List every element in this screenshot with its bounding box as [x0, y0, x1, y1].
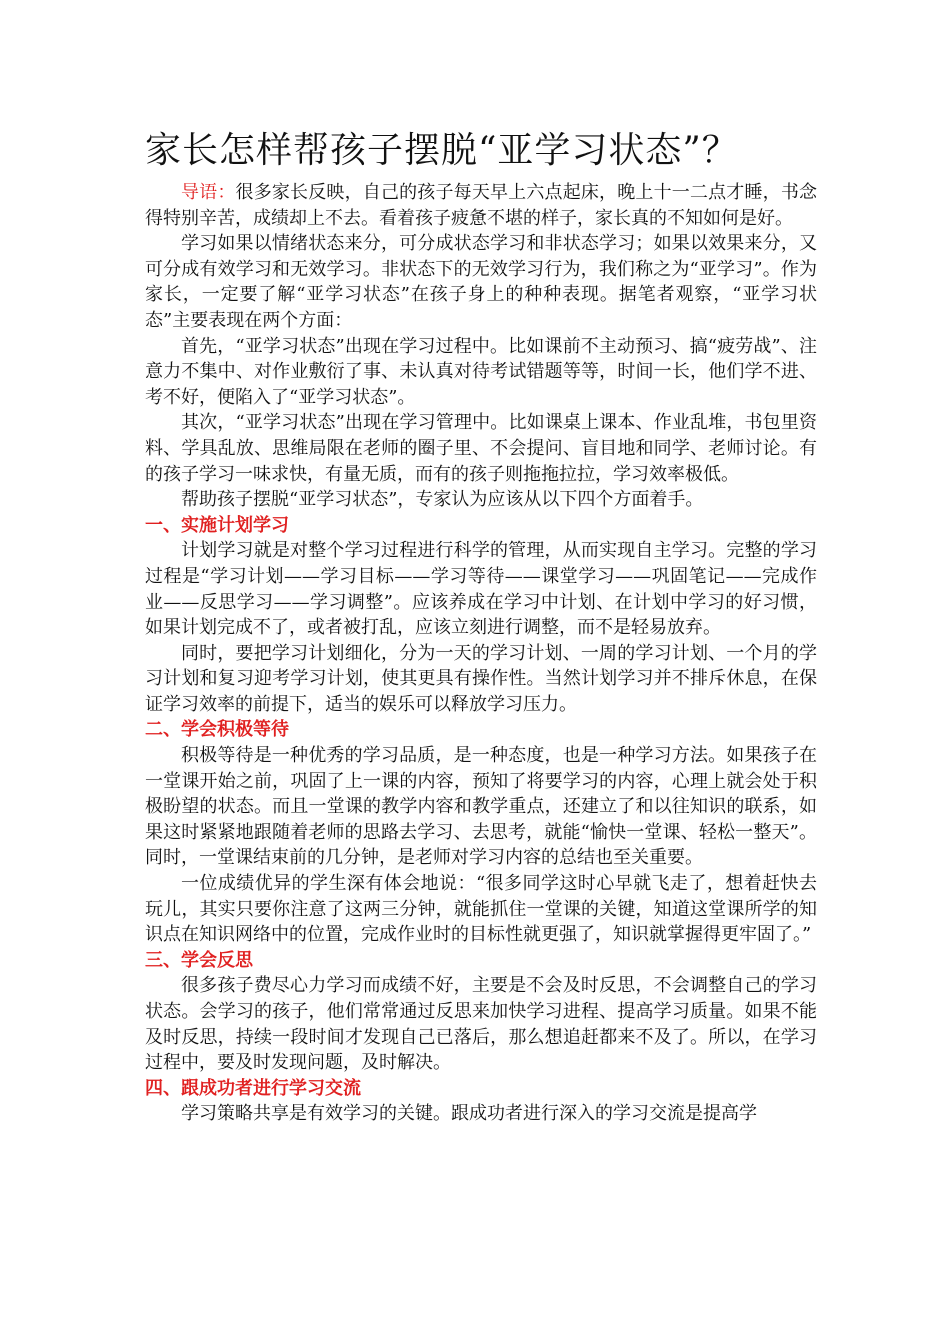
- document-title: 家长怎样帮孩子摆脱“亚学习状态”？: [145, 130, 739, 171]
- intro-paragraph: 首先，“亚学习状态”出现在学习过程中。比如课前不主动预习、搞“疲劳战”、注意力不集中、对作业敷衍了事、未认真对待考试错题等等，时间一长，他们学不进、考不好，便陷入了“亚学习状态”。: [145, 335, 817, 408]
- intro-paragraph: 学习如果以情绪状态来分，可分成状态学习和非状态学习；如果以效果来分，又可分成有效学习和无效学习。非状态下的无效学习行为，我们称之为“亚学习”。作为家长，一定要了解“亚学习状态”在孩子身上的种种表现。据笔者观察，“亚学习状态”主要表现在两个方面：: [145, 233, 817, 331]
- section-4-paragraph: 学习策略共享是有效学习的关键。跟成功者进行深入的学习交流是提高学: [181, 1103, 757, 1125]
- document-page: [145, 128, 817, 1127]
- intro-paragraph: 帮助孩子摆脱“亚学习状态”，专家认为应该从以下四个方面着手。: [181, 489, 704, 511]
- section-2-paragraph: 积极等待是一种优秀的学习品质，是一种态度，也是一种学习方法。如果孩子在一堂课开始之前，巩固了上一课的内容，预知了将要学习的内容，心理上就会处于积极盼望的状态。而且一堂课的教学内容和教学重点，还建立了和以往知识的联系，如果这时紧紧地跟随着老师的思路去学习、去思考，就能“愉快一堂课、轻松一整天”。同时，一堂课结束前的几分钟，是老师对学习内容的总结也至关重要。: [145, 745, 817, 869]
- lead-paragraph: [145, 180, 817, 231]
- section-heading-4: 四、跟成功者进行学习交流: [145, 1077, 361, 1099]
- section-heading-3: 三、学会反思: [145, 949, 253, 971]
- section-heading-1: 一、实施计划学习: [145, 514, 289, 536]
- lead-text: 很多家长反映，自己的孩子每天早上六点起床，晚上十一二点才睡，书念得特别辛苦，成绩却上不去。看着孩子疲惫不堪的样子，家长真的不知如何是好。: [145, 182, 817, 229]
- lead-label: 导语：: [181, 182, 236, 203]
- section-3-paragraph: 很多孩子费尽心力学习而成绩不好，主要是不会及时反思，不会调整自己的学习状态。会学习的孩子，他们常常通过反思来加快学习进程、提高学习质量。如果不能及时反思，持续一段时间才发现自己已落后，那么想追赶都来不及了。所以，在学习过程中，要及时发现问题，及时解决。: [145, 975, 817, 1074]
- section-heading-2: 二、学会积极等待: [145, 719, 289, 741]
- section-2-paragraph: 一位成绩优异的学生深有体会地说：“很多同学这时心早就飞走了，想着赶快去玩儿，其实只要你注意了这两三分钟，就能抓住一堂课的关键，知道这堂课所学的知识点在知识网络中的位置，完成作业时的目标性就更强了，知识就掌握得更牢固了。”: [145, 873, 817, 946]
- section-1-paragraph: 计划学习就是对整个学习过程进行科学的管理，从而实现自主学习。完整的学习过程是“学习计划——学习目标——学习等待——课堂学习——巩固笔记——完成作业——反思学习——学习调整”。应该养成在学习中计划、在计划中学习的好习惯，如果计划完成不了，或者被打乱，应该立刻进行调整，而不是轻易放弃。: [145, 540, 817, 639]
- intro-paragraph: 其次，“亚学习状态”出现在学习管理中。比如课桌上课本、作业乱堆，书包里资料、学具乱放、思维局限在老师的圈子里、不会提问、盲目地和同学、老师讨论。有的孩子学习一味求快，有量无质，而有的孩子则拖拖拉拉，学习效率极低。: [145, 412, 817, 485]
- section-1-paragraph: 同时，要把学习计划细化，分为一天的学习计划、一周的学习计划、一个月的学习计划和复习迎考学习计划，使其更具有操作性。当然计划学习并不排斥休息，在保证学习效率的前提下，适当的娱乐可以释放学习压力。: [145, 642, 817, 715]
